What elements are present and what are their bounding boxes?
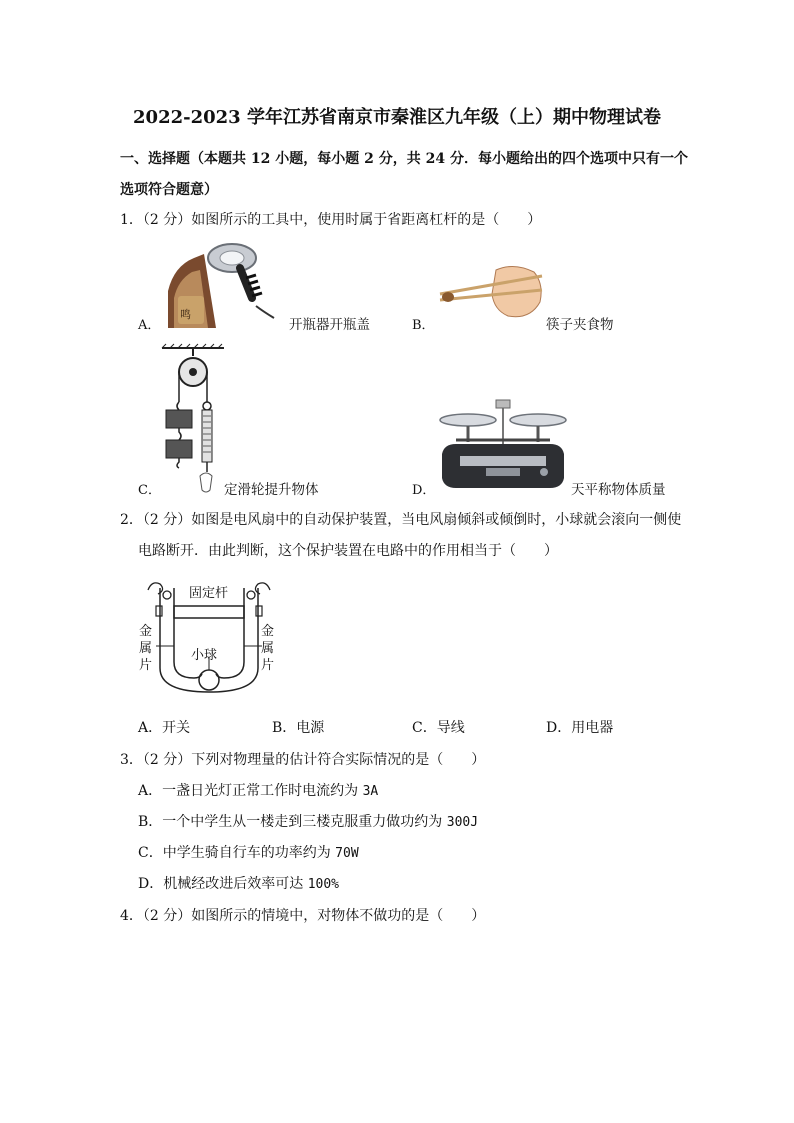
- q3-option-a[interactable]: A．一盏日光灯正常工作时电流约为 3A: [138, 783, 379, 799]
- q2-option-a[interactable]: A．开关: [138, 720, 191, 736]
- q1-option-d-letter[interactable]: D．: [412, 483, 436, 498]
- section-heading-line2: 选项符合题意）: [120, 182, 218, 198]
- q3-option-d[interactable]: D．机械经改进后效率可达 100%: [138, 876, 339, 892]
- chopsticks-icon: [436, 262, 546, 328]
- q2-option-c[interactable]: C．导线: [412, 720, 465, 736]
- q1-option-a-letter[interactable]: A．: [138, 318, 161, 333]
- section-heading-line1: 一、选择题（本题共 12 小题，每小题 2 分，共 24 分．每小题给出的四个选项中只有一个: [120, 151, 688, 167]
- q1-option-c-caption: 定滑轮提升物体: [224, 482, 319, 498]
- q3-option-c[interactable]: C．中学生骑自行车的功率约为 70W: [138, 845, 359, 861]
- q1-option-c-letter[interactable]: C．: [138, 483, 161, 498]
- svg-text:鸣: 鸣: [180, 308, 191, 321]
- question-2-stem-line1: 2．（2 分）如图是电风扇中的自动保护装置，当电风扇倾斜或倾倒时，小球就会滚向一侧使: [120, 512, 682, 528]
- question-4-stem: 4．（2 分）如图所示的情境中，对物体不做功的是（ ）: [120, 908, 486, 924]
- q3-option-b[interactable]: B．一个中学生从一楼走到三楼克服重力做功约为 300J: [138, 814, 479, 830]
- q2-option-b[interactable]: B．电源: [272, 720, 325, 736]
- q1-option-d-caption: 天平称物体质量: [571, 482, 666, 498]
- page-title: 2022-2023 学年江苏省南京市秦淮区九年级（上）期中物理试卷: [133, 107, 661, 128]
- question-3-stem: 3．（2 分）下列对物理量的估计符合实际情况的是（ ）: [120, 752, 486, 768]
- right-metal-strip-label: 金 属 片: [261, 624, 275, 673]
- q1-option-a-caption: 开瓶器开瓶盖: [289, 317, 370, 333]
- q2-option-d[interactable]: D．用电器: [546, 720, 614, 736]
- balance-scale-icon: [436, 398, 570, 490]
- question-2-stem-line2: 电路断开．由此判断，这个保护装置在电路中的作用相当于（ ）: [138, 543, 558, 559]
- bottle-opener-icon: [160, 236, 290, 328]
- fixed-pulley-icon: [162, 344, 224, 494]
- question-1-stem: 1．（2 分）如图所示的工具中，使用时属于省距离杠杆的是（ ）: [120, 212, 542, 228]
- q1-option-b-letter[interactable]: B．: [412, 318, 435, 333]
- fixed-rod-label: 固定杆: [189, 586, 229, 601]
- q1-option-b-caption: 筷子夹食物: [546, 317, 614, 333]
- ball-label: 小球: [191, 648, 218, 663]
- left-metal-strip-label: 金 属 片: [139, 624, 153, 673]
